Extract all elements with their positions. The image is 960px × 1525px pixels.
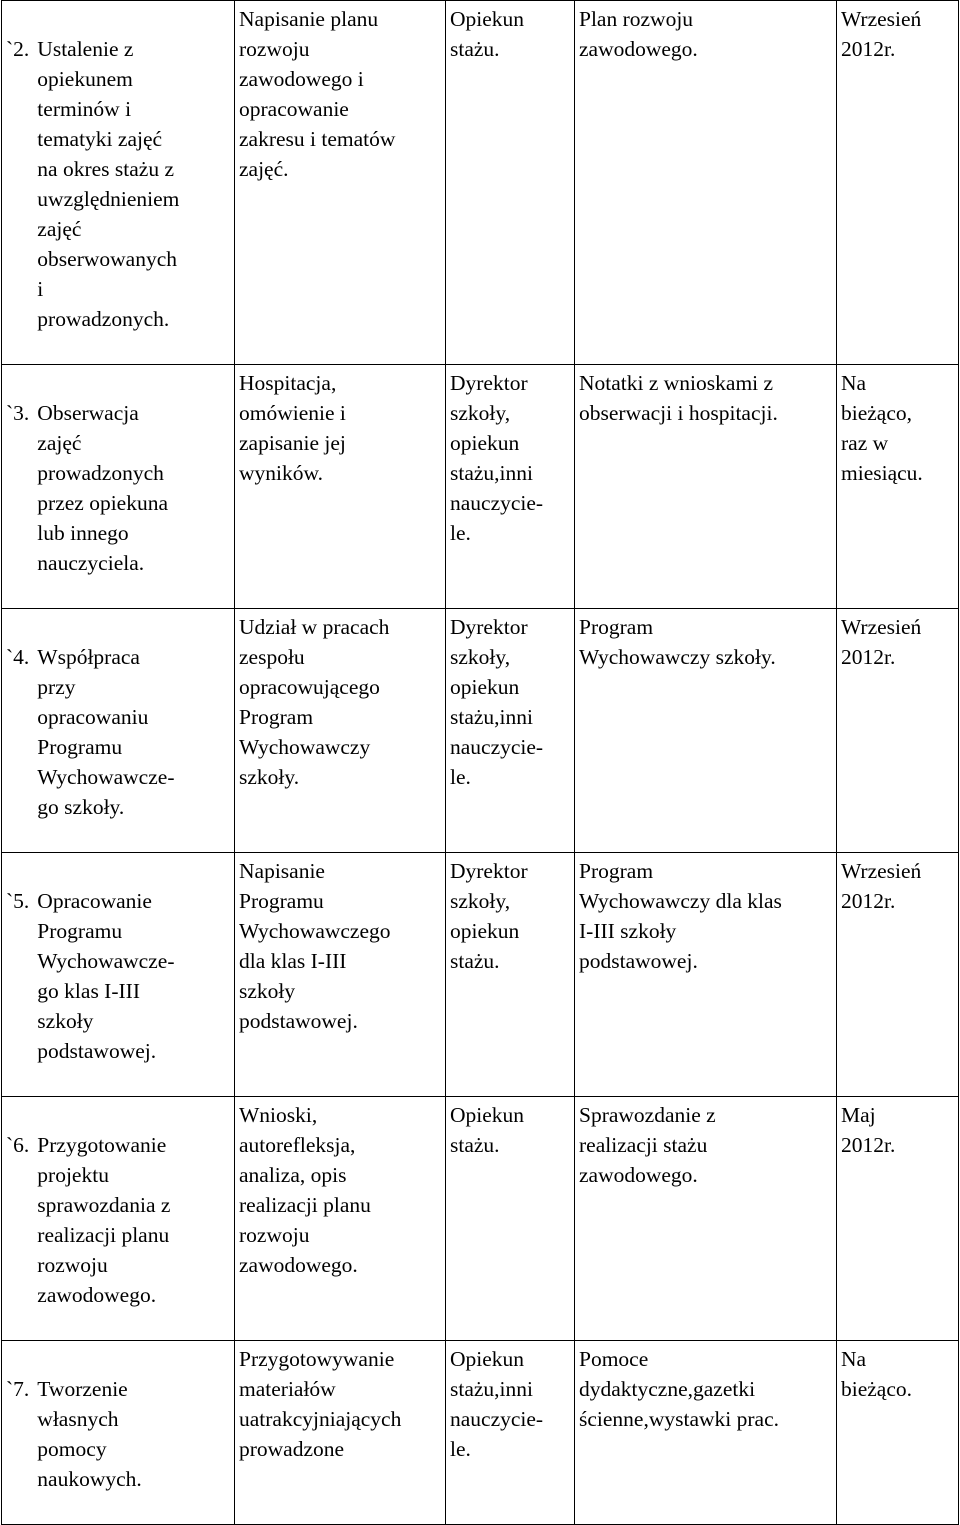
responsible-cell: Dyrektor szkoły, opiekun stażu. bbox=[446, 853, 575, 1097]
form-cell: Hospitacja, omówienie i zapisanie jej wyników. bbox=[235, 365, 446, 609]
evidence-cell: Program Wychowawczy dla klas I-III szkoły podstawowej. bbox=[575, 853, 837, 1097]
responsible-cell: Dyrektor szkoły, opiekun stażu,inni nauczycie- le. bbox=[446, 609, 575, 853]
task-text: Tworzenie własnych pomocy naukowych. bbox=[37, 1377, 142, 1491]
evidence-cell: Program Wychowawczy szkoły. bbox=[575, 609, 837, 853]
row-number: `2. bbox=[6, 37, 30, 61]
task-cell bbox=[2, 365, 235, 609]
form-cell: Napisanie Programu Wychowawczego dla klas I-III szkoły podstawowej. bbox=[235, 853, 446, 1097]
form-cell: Wnioski, autorefleksja, analiza, opis realizacji planu rozwoju zawodowego. bbox=[235, 1097, 446, 1341]
evidence-cell: Pomoce dydaktyczne,gazetki ścienne,wystawki prac. bbox=[575, 1341, 837, 1525]
row-number: `6. bbox=[6, 1133, 30, 1157]
deadline-cell: Na bieżąco, raz w miesiącu. bbox=[837, 365, 959, 609]
deadline-cell: Wrzesień 2012r. bbox=[837, 853, 959, 1097]
form-cell: Przygotowywanie materiałów uatrakcyjniających prowadzone bbox=[235, 1341, 446, 1525]
row-number: `5. bbox=[6, 889, 30, 913]
form-cell: Udział w pracach zespołu opracowującego Program Wychowawczy szkoły. bbox=[235, 609, 446, 853]
task-text: Przygotowanie projektu sprawozdania z realizacji planu rozwoju zawodowego. bbox=[37, 1133, 171, 1307]
development-plan-table bbox=[1, 0, 959, 1525]
task-cell bbox=[2, 1, 235, 365]
task-cell bbox=[2, 609, 235, 853]
table-row bbox=[2, 609, 959, 853]
responsible-cell: Dyrektor szkoły, opiekun stażu,inni nauczycie- le. bbox=[446, 365, 575, 609]
responsible-cell: Opiekun stażu,inni nauczycie- le. bbox=[446, 1341, 575, 1525]
task-text: Opracowanie Programu Wychowawcze- go klas I-III szkoły podstawowej. bbox=[37, 889, 175, 1063]
responsible-cell: Opiekun stażu. bbox=[446, 1097, 575, 1341]
task-cell bbox=[2, 1341, 235, 1525]
table-row bbox=[2, 365, 959, 609]
task-cell bbox=[2, 1097, 235, 1341]
row-number: `4. bbox=[6, 645, 30, 669]
row-number: `3. bbox=[6, 401, 30, 425]
task-text: Ustalenie z opiekunem terminów i tematyki zajęć na okres stażu z uwzględnieniem zajęć obserwowanych i prowadzonych. bbox=[37, 37, 180, 331]
table-row bbox=[2, 853, 959, 1097]
table-row bbox=[2, 1, 959, 365]
evidence-cell: Plan rozwoju zawodowego. bbox=[575, 1, 837, 365]
row-number: `7. bbox=[6, 1377, 30, 1401]
deadline-cell: Wrzesień 2012r. bbox=[837, 609, 959, 853]
task-cell bbox=[2, 853, 235, 1097]
deadline-cell: Na bieżąco. bbox=[837, 1341, 959, 1525]
deadline-cell: Wrzesień 2012r. bbox=[837, 1, 959, 365]
task-text: Obserwacja zajęć prowadzonych przez opiekuna lub innego nauczyciela. bbox=[37, 401, 169, 575]
table-row bbox=[2, 1341, 959, 1525]
responsible-cell: Opiekun stażu. bbox=[446, 1, 575, 365]
form-cell: Napisanie planu rozwoju zawodowego i opracowanie zakresu i tematów zajęć. bbox=[235, 1, 446, 365]
evidence-cell: Notatki z wnioskami z obserwacji i hospitacji. bbox=[575, 365, 837, 609]
deadline-cell: Maj 2012r. bbox=[837, 1097, 959, 1341]
evidence-cell: Sprawozdanie z realizacji stażu zawodowego. bbox=[575, 1097, 837, 1341]
task-text: Współpraca przy opracowaniu Programu Wychowawcze- go szkoły. bbox=[37, 645, 175, 819]
table-row bbox=[2, 1097, 959, 1341]
